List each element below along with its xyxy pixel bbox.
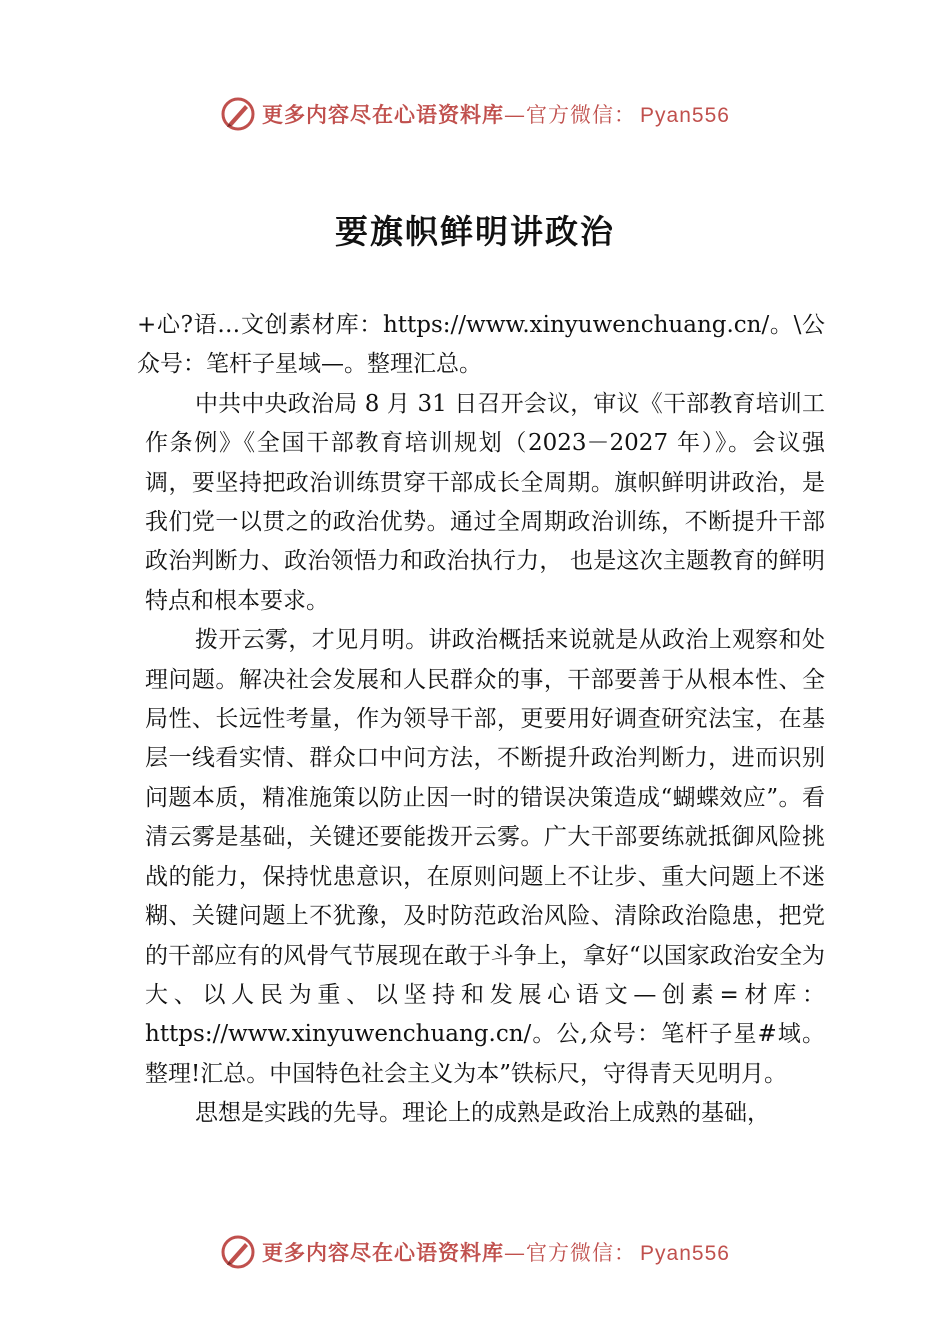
footer-watermark-banner: [0, 1232, 950, 1272]
pen-logo-icon: [220, 1234, 256, 1270]
source-note-paragraph: +心?语…文创素材库：https://www.xinyuwenchuang.cn/。\公众号：笔杆子星域—。整理汇总。: [137, 312, 825, 378]
watermark-text: 更多内容尽在心语资料库—官方微信： Pyan556: [262, 102, 730, 127]
body-paragraph: 拨开云雾，才见月明。讲政治概括来说就是从政治上观察和处理问题。解决社会发展和人民群众的事，干部要善于从根本性、全局性、长远性考量，作为领导干部，更要用好调查研究法宝，在基层一线看实情、群众口中问方法，不断提升政治判断力，进而识别问题本质，精准施策以防止因一时的错误决策造成“蝴蝶效应”。看清云雾是基础，关键还要能拨开云雾。广大干部要练就抵御风险挑战的能力，保持忧患意识，在原则问题上不让步、重大问题上不迷糊、关键问题上不犹豫，及时防范政治风险、清除政治隐患，把党的干部应有的风骨气节展现在敢于斗争上，拿好“以国家政治安全为大、以人民为重、以坚持和发展心语文—创素=材库：https://www.xinyuwenchuang.cn/。公,众号：笔杆子星#域。整理!汇总。中国特色社会主义为本”铁标尺，守得青天见明月。: [145, 627, 825, 1087]
body-paragraph: 中共中央政治局 8 月 31 日召开会议，审议《干部教育培训工作条例》《全国干部教育培训规划（2023－2027 年）》。会议强调，要坚持把政治训练贯穿干部成长全周期。旗帜鲜明讲政治，是我们党一以贯之的政治优势。通过全周期政治训练，不断提升干部政治判断力、政治领悟力和政治执行力， 也是这次主题教育的鲜明特点和根本要求。: [145, 390, 825, 614]
header-watermark-banner: [0, 94, 950, 134]
pen-logo-icon: [220, 96, 256, 132]
page-title: 要旗帜鲜明讲政治: [335, 212, 615, 251]
watermark-text: 更多内容尽在心语资料库—官方微信： Pyan556: [262, 1240, 730, 1265]
body-paragraph: 思想是实践的先导。理论上的成熟是政治上成熟的基础，: [195, 1100, 770, 1127]
article-body: [137, 306, 825, 1134]
